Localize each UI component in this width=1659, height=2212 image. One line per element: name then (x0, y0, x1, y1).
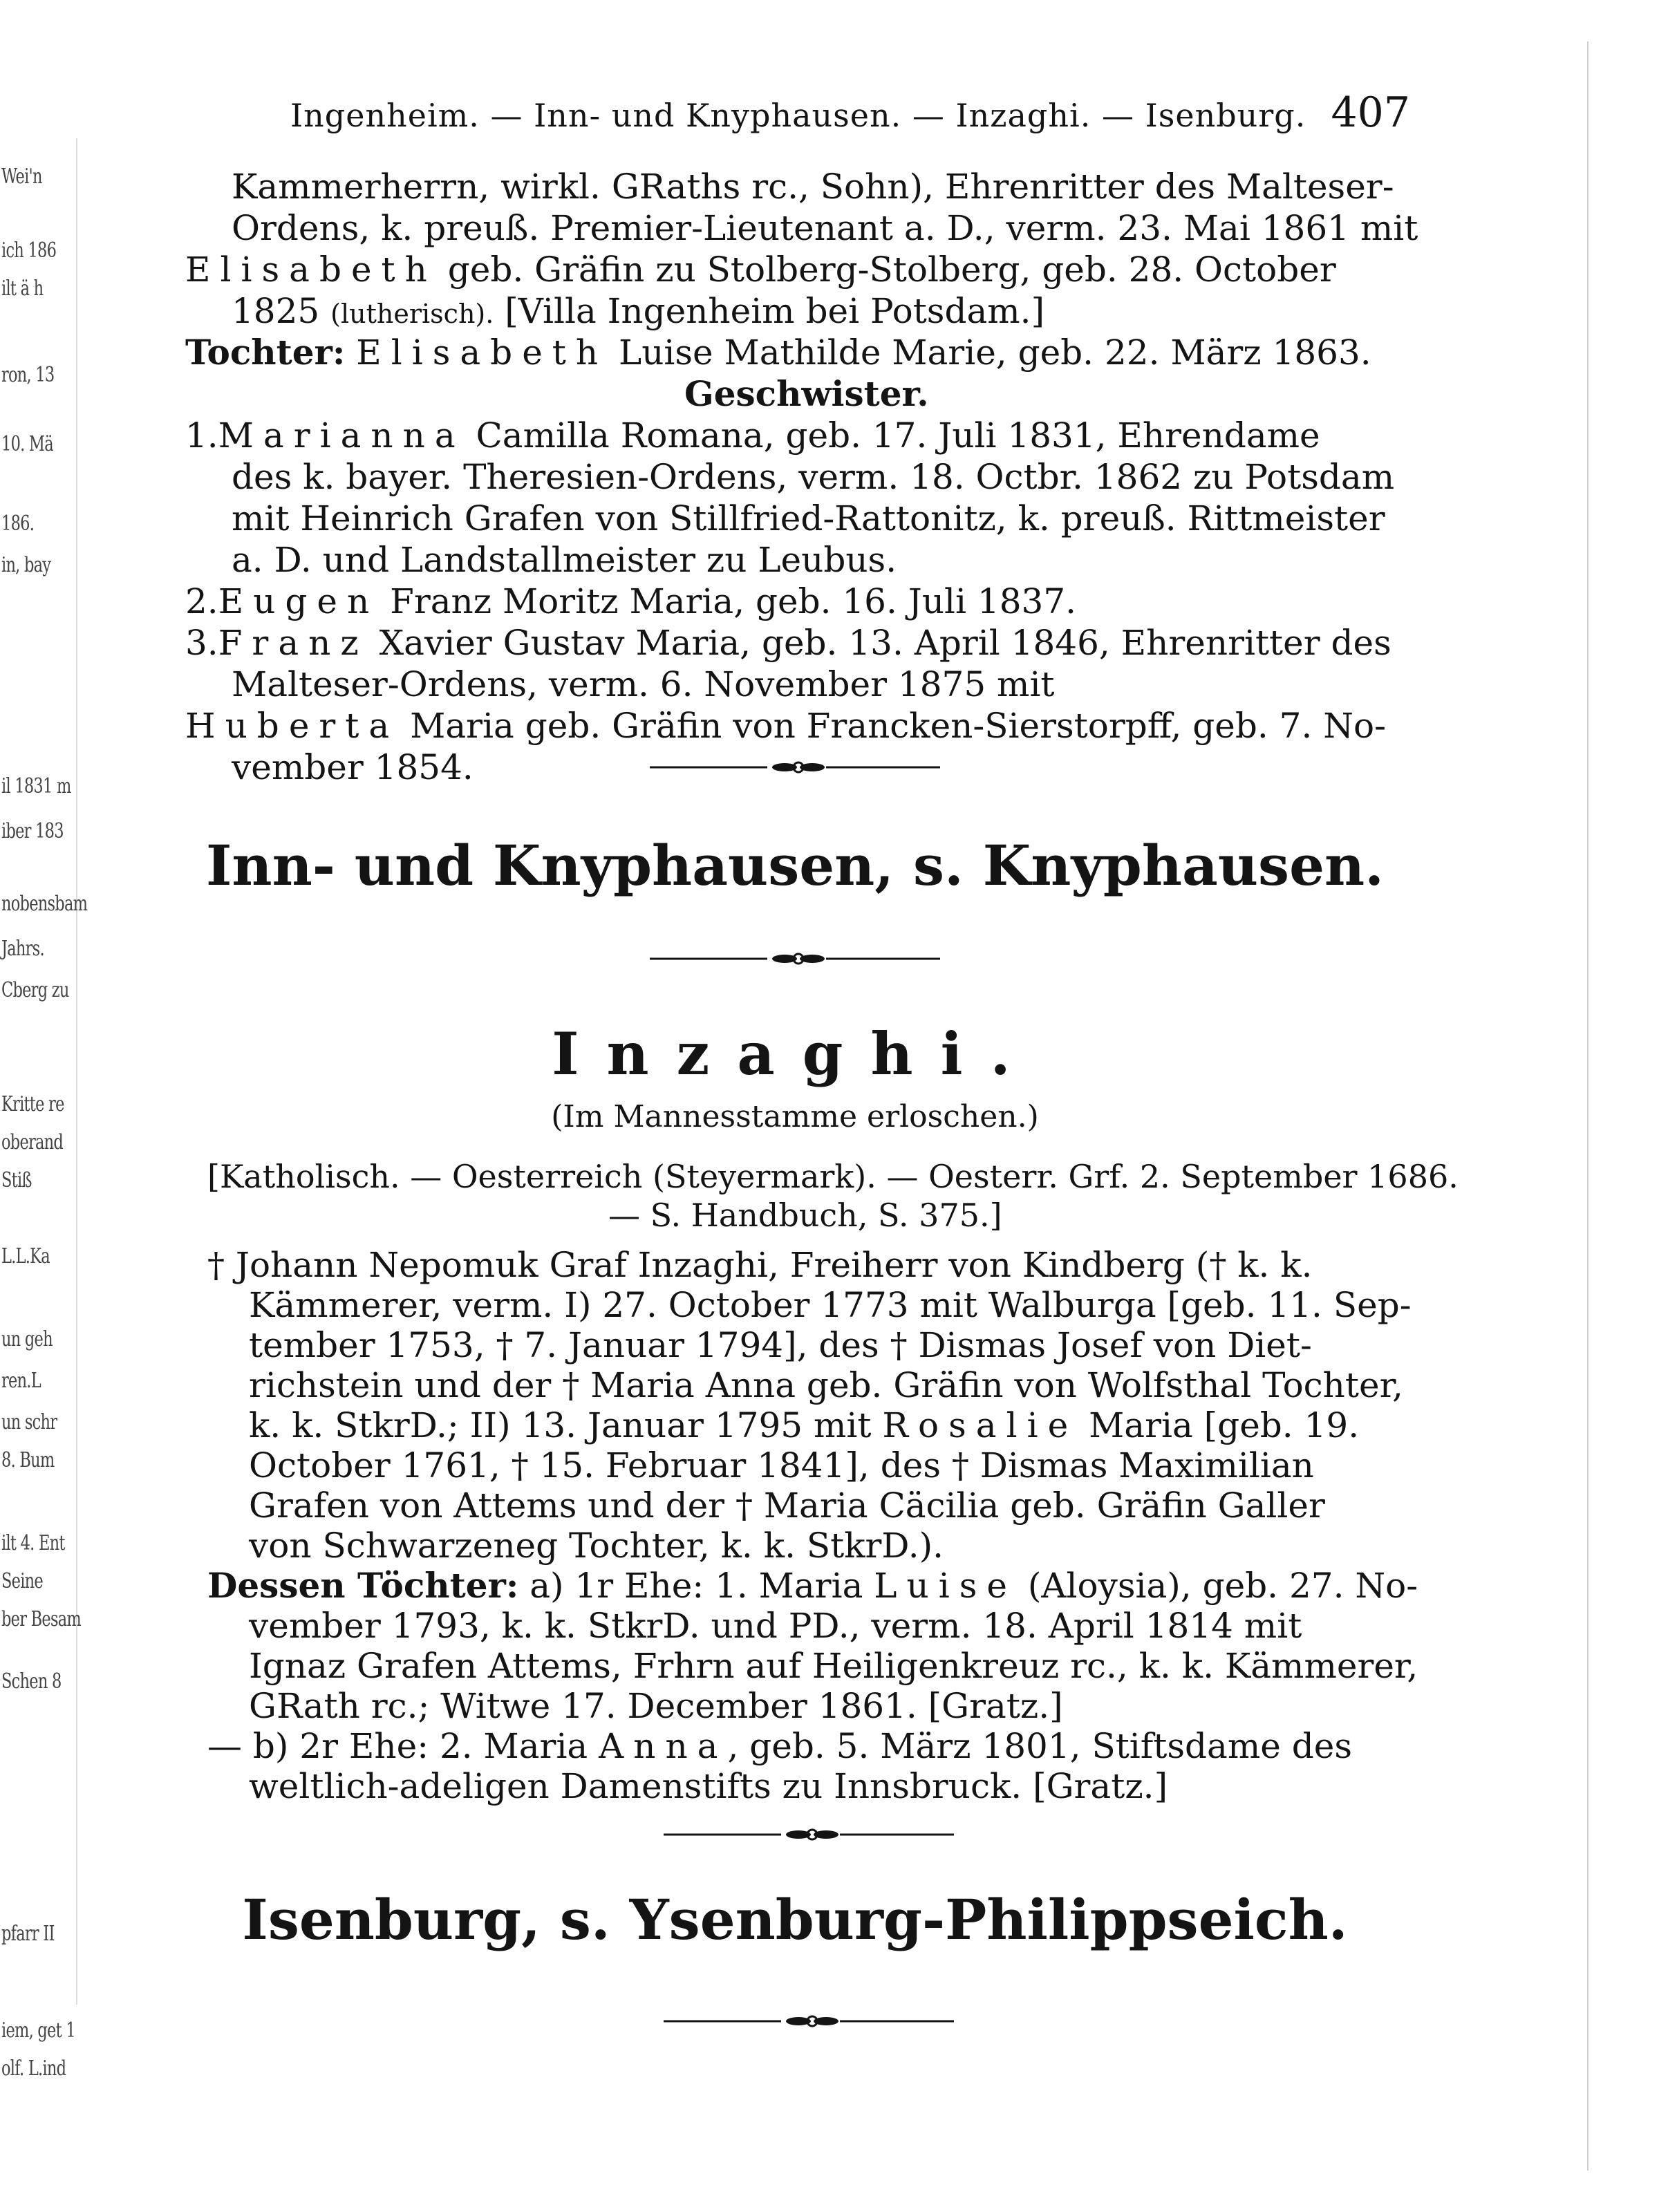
person-name: Rosalie (882, 1405, 1078, 1445)
text-line: richstein und der † Maria Anna geb. Gräfin von Wolfsthal Tochter, (249, 1365, 1403, 1405)
person-name: Elisabeth (185, 250, 437, 290)
residence-note: [Villa Ingenheim bei Potsdam.] (505, 291, 1045, 331)
gutter-fragment: iber 183 (1, 819, 64, 843)
section-meta: — S. Handbuch, S. 375.] (608, 1197, 1002, 1234)
gutter-fragment: Seine (1, 1569, 43, 1593)
text-line: GRath rc.; Witwe 17. December 1861. [Gratz.] (249, 1686, 1063, 1726)
ornament-divider-graphic (664, 2013, 954, 2030)
gutter-fragment: L.L.Ka (1, 1244, 50, 1268)
person-name: Anna (599, 1726, 728, 1766)
gutter-fragment: 10. Mä (1, 432, 53, 456)
gutter-bleed (0, 0, 88, 2212)
text-fragment: Luise Mathilde Marie, geb. 22. März 1863. (618, 332, 1371, 373)
section-heading-inzaghi: Inzaghi. (552, 1020, 1038, 1088)
text-fragment: Maria geb. Gräfin von Francken-Sierstorpff, geb. 7. No- (410, 706, 1387, 746)
text-line: Ordens, k. preuß. Premier-Lieutenant a. D., verm. 23. Mai 1861 mit (232, 208, 1418, 248)
text-line: Grafen von Attems und der † Maria Cäcilia geb. Gräfin Galler (249, 1485, 1325, 1526)
gutter-fragment: un schr (1, 1410, 57, 1434)
section-heading-inn-knyphausen: Inn- und Knyphausen, s. Knyphausen. (206, 833, 1384, 898)
text-fragment: , geb. 5. März 1801, Stiftsdame des (727, 1726, 1352, 1766)
text-line: † Johann Nepomuk Graf Inzaghi, Freiherr von Kindberg († k. k. (207, 1245, 1313, 1285)
text-line: mit Heinrich Grafen von Stillfried-Rattonitz, k. preuß. Rittmeister (232, 498, 1385, 538)
ornament-divider (650, 759, 940, 776)
page-edge-shadow (1587, 41, 1588, 2171)
gutter-fragment: 8. Bum (1, 1448, 55, 1472)
gutter-fragment: ron, 13 (1, 363, 55, 387)
person-name: Marianna (218, 415, 465, 456)
gutter-fragment: olf. L.ind (1, 2056, 66, 2081)
text-line (185, 705, 1386, 747)
person-name: Huberta (185, 706, 400, 746)
ornament-divider (664, 2013, 954, 2030)
text-line: October 1761, † 15. Februar 1841], des † Dismas Maximilian (249, 1445, 1314, 1485)
page-number: 407 (1331, 88, 1410, 137)
gutter-fragment: in, bay (1, 553, 51, 577)
running-header (290, 88, 1410, 144)
text-fragment: k. k. StkrD.; II) 13. Januar 1795 mit (249, 1405, 872, 1445)
text-fragment: 1825 (232, 291, 320, 331)
gutter-fragment: oberand (1, 1130, 64, 1154)
gutter-fragment: ilt ä h (1, 276, 44, 301)
gutter-fragment: ich 186 (1, 238, 57, 263)
text-line (185, 581, 1076, 622)
ornament-divider (650, 950, 940, 967)
list-number: 3. (185, 623, 218, 663)
section-meta: [Katholisch. — Oesterreich (Steyermark). — Oesterr. Grf. 2. September 1686. (207, 1158, 1459, 1195)
text-line: tember 1753, † 7. Januar 1794], des † Dismas Josef von Diet- (249, 1325, 1312, 1365)
text-line: vember 1854. (232, 747, 474, 787)
confession-note: (lutherisch). (330, 299, 494, 329)
gutter-divider (76, 138, 77, 2005)
label-daughter: Tochter: (185, 332, 346, 373)
text-line (232, 290, 1044, 335)
running-title: Ingenheim. — Inn- und Knyphausen. — Inzaghi. — Isenburg. (290, 97, 1306, 134)
text-line: a. D. und Landstallmeister zu Leubus. (232, 540, 897, 580)
text-line (185, 622, 1391, 664)
gutter-fragment: 186. (1, 512, 35, 536)
label-daughters: Dessen Töchter: (207, 1565, 519, 1606)
person-name: Elisabeth (356, 332, 608, 373)
person-name: Luise (874, 1566, 1017, 1606)
ornament-divider (664, 1826, 954, 1843)
gutter-fragment: Stiß (1, 1168, 32, 1192)
gutter-fragment: Wei'n (1, 165, 42, 189)
gutter-fragment: Kritte re (1, 1092, 64, 1116)
text-line (207, 1725, 1352, 1767)
text-line: weltlich-adeligen Damenstifts zu Innsbruck. [Gratz.] (249, 1766, 1168, 1806)
gutter-fragment: Cberg zu (1, 978, 69, 1002)
gutter-fragment: ren.L (1, 1369, 41, 1393)
gutter-fragment: iem, get 1 (1, 2018, 75, 2043)
text-fragment: Maria [geb. 19. (1089, 1405, 1360, 1445)
text-line: des k. bayer. Theresien-Ordens, verm. 18. Octbr. 1862 zu Potsdam (232, 457, 1395, 497)
ornament-divider-graphic (650, 759, 940, 776)
section-heading-isenburg: Isenburg, s. Ysenburg-Philippseich. (242, 1887, 1348, 1952)
gutter-fragment: un geh (1, 1327, 53, 1351)
text-line: Malteser-Ordens, verm. 6. November 1875 mit (232, 664, 1055, 704)
text-fragment: geb. Gräfin zu Stolberg-Stolberg, geb. 28. October (447, 250, 1336, 290)
section-note: (Im Mannesstamme erloschen.) (551, 1099, 1039, 1134)
text-fragment: Camilla Romana, geb. 17. Juli 1831, Ehrendame (476, 415, 1320, 456)
text-line: Kammerherrn, wirkl. GRaths rc., Sohn), Ehrenritter des Malteser- (232, 167, 1394, 207)
text-line (207, 1565, 1418, 1606)
ornament-divider-graphic (664, 1826, 954, 1843)
list-number: 2. (185, 581, 218, 621)
text-fragment: a) 1r Ehe: 1. Maria (529, 1566, 863, 1606)
person-name: Eugen (218, 581, 379, 621)
text-fragment: — b) 2r Ehe: 2. Maria (207, 1726, 588, 1766)
text-line (185, 249, 1336, 290)
ornament-divider-graphic (650, 950, 940, 967)
text-fragment: (Aloysia), geb. 27. No- (1027, 1566, 1418, 1606)
gutter-fragment: ilt 4. Ent (1, 1531, 65, 1555)
gutter-fragment: il 1831 m (1, 774, 71, 798)
gutter-fragment: pfarr II (1, 1922, 55, 1946)
text-line: von Schwarzeneg Tochter, k. k. StkrD.). (249, 1526, 944, 1566)
text-line (249, 1405, 1359, 1446)
siblings-heading: Geschwister. (684, 373, 929, 414)
text-line: vember 1793, k. k. StkrD. und PD., verm. 18. April 1814 mit (249, 1606, 1302, 1646)
list-number: 1. (185, 415, 218, 456)
text-line: Ignaz Grafen Attems, Frhrn auf Heiligenkreuz rc., k. k. Kämmerer, (249, 1646, 1418, 1686)
gutter-fragment: Jahrs. (1, 937, 44, 961)
gutter-fragment: ber Besam (1, 1607, 82, 1631)
text-line: Kämmerer, verm. I) 27. October 1773 mit Walburga [geb. 11. Sep- (249, 1285, 1412, 1325)
text-fragment: Xavier Gustav Maria, geb. 13. April 1846, Ehrenritter des (379, 623, 1391, 663)
text-line (185, 332, 1371, 373)
person-name: Franz (218, 623, 368, 663)
text-line (185, 415, 1320, 456)
gutter-fragment: Schen 8 (1, 1669, 62, 1694)
text-fragment: Franz Moritz Maria, geb. 16. Juli 1837. (390, 581, 1077, 621)
gutter-fragment: nobensbam (1, 892, 88, 916)
